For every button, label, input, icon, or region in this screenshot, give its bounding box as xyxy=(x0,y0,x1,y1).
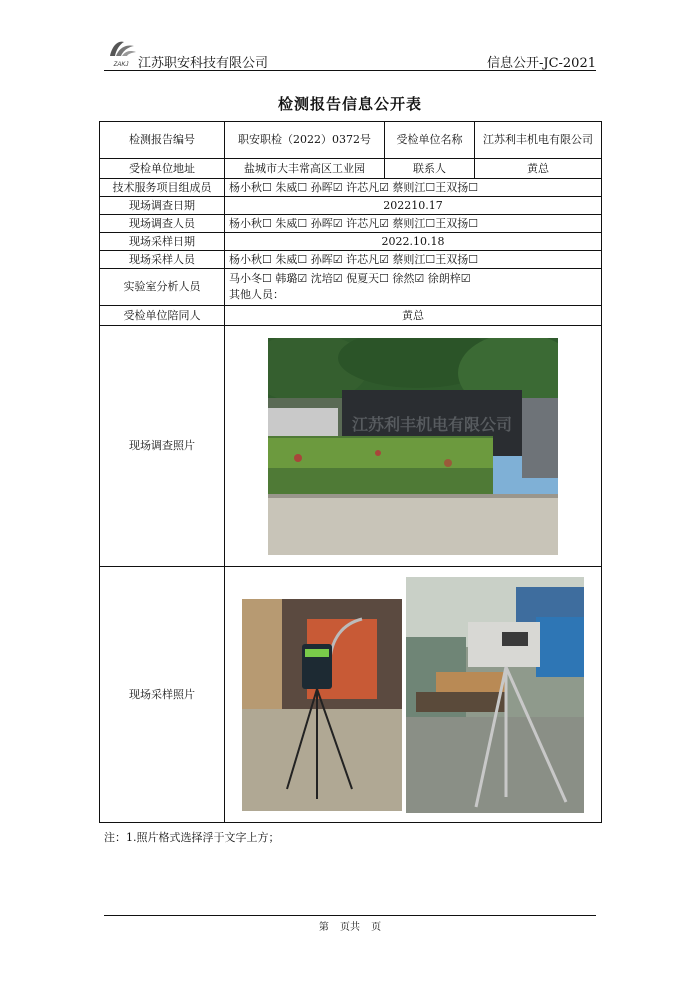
survey-photo-label: 现场调查照片 xyxy=(100,326,225,567)
sampling-photo-cell xyxy=(225,567,602,823)
report-no-label: 检测报告编号 xyxy=(100,122,225,159)
table-row xyxy=(100,269,602,306)
svg-text:江苏利丰机电有限公司: 江苏利丰机电有限公司 xyxy=(351,414,513,434)
escort-label: 受检单位陪同人 xyxy=(100,306,225,326)
table-row xyxy=(100,159,602,179)
sampling-photo-2 xyxy=(406,577,584,813)
survey-date-label: 现场调查日期 xyxy=(100,197,225,215)
sampling-photo-label: 现场采样照片 xyxy=(100,567,225,823)
sampling-staff-value: 杨小秋☐ 朱威☐ 孙晖☑ 许芯凡☑ 蔡则江☐王双扬☐ xyxy=(225,251,602,269)
address-label: 受检单位地址 xyxy=(100,159,225,179)
page-header xyxy=(104,34,596,72)
contact-value: 黄总 xyxy=(475,159,602,179)
report-no-value: 职安职检（2022）0372号 xyxy=(225,122,385,159)
sampling-date-label: 现场采样日期 xyxy=(100,233,225,251)
team-label: 技术服务项目组成员 xyxy=(100,179,225,197)
sampling-photo-1 xyxy=(242,599,402,811)
survey-photo xyxy=(268,338,558,555)
company-logo xyxy=(104,34,138,68)
footnote: 注：1.照片格式选择浮于文字上方； xyxy=(104,831,280,844)
table-row xyxy=(100,251,602,269)
survey-staff-label: 现场调查人员 xyxy=(100,215,225,233)
footer-divider xyxy=(104,915,596,916)
table-row xyxy=(100,326,602,567)
svg-text:ZAKJ: ZAKJ xyxy=(113,62,129,68)
document-code: 信息公开-JC-2021 xyxy=(486,56,596,71)
lab-other: 其他人员： xyxy=(229,288,284,301)
team-value: 杨小秋☐ 朱威☐ 孙晖☑ 许芯凡☑ 蔡则江☐王双扬☐ xyxy=(225,179,602,197)
survey-photo-cell xyxy=(225,326,602,567)
survey-staff-value: 杨小秋☐ 朱威☐ 孙晖☑ 许芯凡☑ 蔡则江☐王双扬☐ xyxy=(225,215,602,233)
lab-label: 实验室分析人员 xyxy=(100,269,225,306)
table-row xyxy=(100,306,602,326)
client-label: 受检单位名称 xyxy=(385,122,475,159)
survey-date-value: 202210.17 xyxy=(225,197,602,215)
sampling-date-value: 2022.10.18 xyxy=(225,233,602,251)
table-row xyxy=(100,122,602,159)
company-name: 江苏职安科技有限公司 xyxy=(138,56,269,71)
table-row xyxy=(100,215,602,233)
table-row xyxy=(100,179,602,197)
page-number: 第 页共 页 xyxy=(318,922,382,933)
lab-value xyxy=(225,269,602,306)
table-row xyxy=(100,233,602,251)
header-divider xyxy=(104,70,596,71)
table-row xyxy=(100,197,602,215)
table-row xyxy=(100,567,602,823)
escort-value: 黄总 xyxy=(225,306,602,326)
lab-staff: 马小冬☐ 韩璐☑ 沈培☑ 倪夏天☐ 徐然☑ 徐朗梓☑ xyxy=(229,272,471,285)
address-value: 盐城市大丰常高区工业园 xyxy=(225,159,385,179)
page-title: 检测报告信息公开表 xyxy=(277,95,422,113)
report-info-table xyxy=(99,121,602,823)
contact-label: 联系人 xyxy=(385,159,475,179)
client-value: 江苏利丰机电有限公司 xyxy=(475,122,602,159)
sampling-staff-label: 现场采样人员 xyxy=(100,251,225,269)
